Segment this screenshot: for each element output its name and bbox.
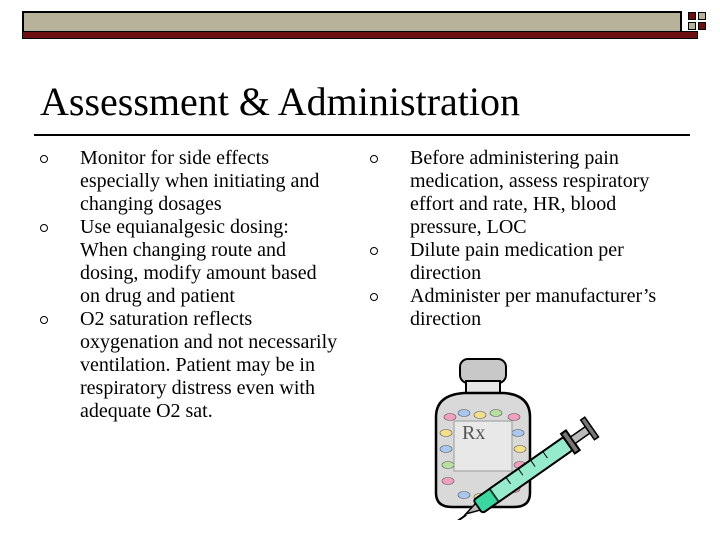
rx-label: Rx [462,422,486,444]
corner-square-2 [688,22,696,30]
header-accent-bar [22,31,698,39]
title-divider [34,134,690,136]
bullet-circle-icon [40,316,48,324]
bullet-circle-icon [370,155,378,163]
medicine-bottle-syringe-icon [424,355,604,520]
corner-square-1 [688,12,696,20]
bullet-text: Dilute pain medication per direction [410,239,624,284]
left-bullet-list [40,147,340,423]
corner-square-3 [698,12,706,20]
slide-title: Assessment & Administration [40,79,520,124]
bullet-item [370,239,680,285]
bullet-text: Before administering pain medication, assess respiratory effort and rate, HR, blood pressure, LOC [410,147,650,238]
bullet-text: Monitor for side effects especially when initiating and changing dosages [80,147,320,215]
bullet-item [40,216,340,308]
corner-square-4 [698,22,706,30]
bullet-text: O2 saturation reflects oxygenation and not necessarily ventilation. Patient may be in respiratory distress even with adequate O2 sat. [80,308,338,422]
bullet-circle-icon [370,247,378,255]
bullet-circle-icon [370,293,378,301]
bullet-text: Use equianalgesic dosing: When changing route and dosing, modify amount based on drug and patient [80,216,317,307]
bullet-circle-icon [40,224,48,232]
bullet-circle-icon [40,155,48,163]
bullet-text: Administer per manufacturer’s direction [410,285,657,330]
bullet-item [370,147,680,239]
bullet-item [370,285,680,331]
right-bullet-list [370,147,680,331]
bullet-item [40,308,340,423]
bullet-item [40,147,340,216]
